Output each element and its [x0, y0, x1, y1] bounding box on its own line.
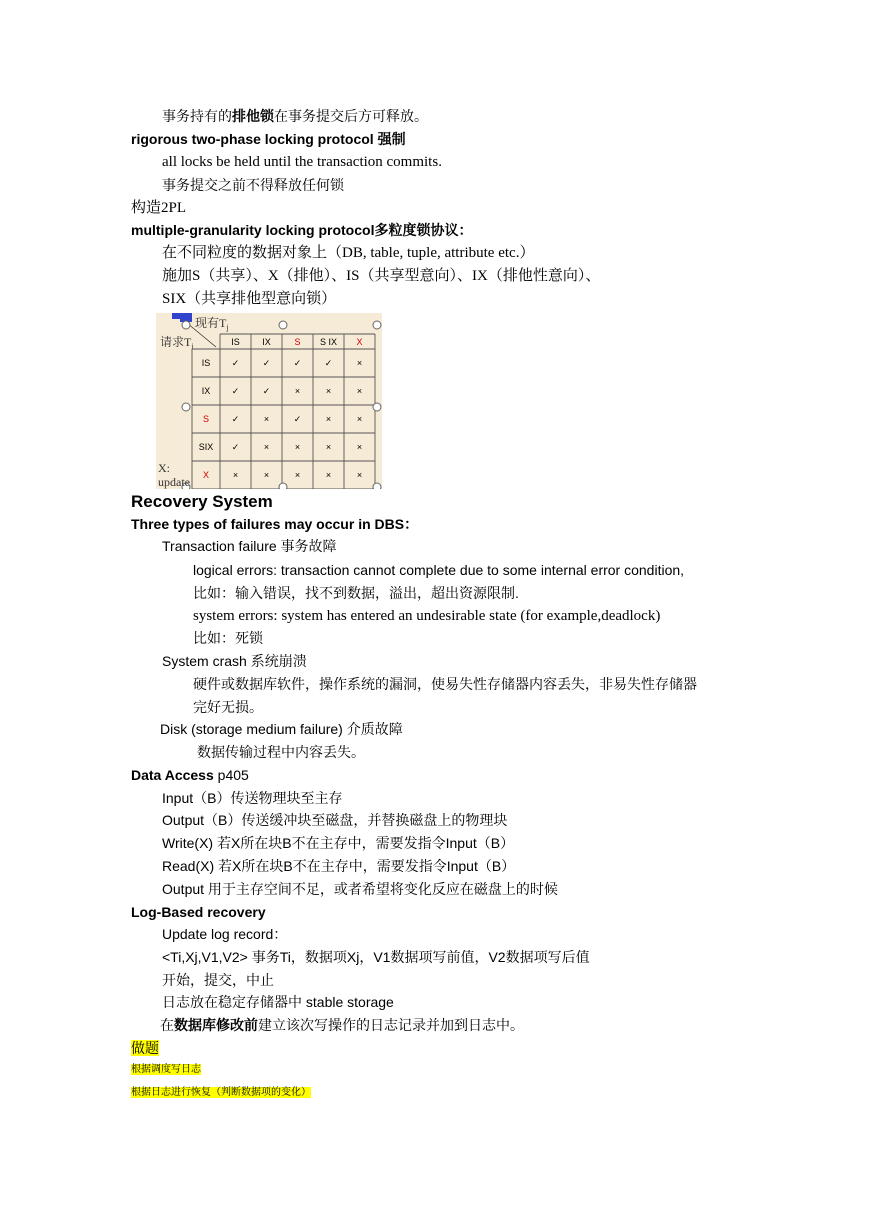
resize-handle [279, 321, 287, 329]
resize-handle [373, 321, 381, 329]
row-header: S [202, 414, 210, 424]
column-header: S IX [319, 337, 338, 347]
text-line: Write(X) 若X所在块B不在主存中，需要发指令Input（B） [162, 835, 515, 851]
blue-marker [172, 313, 192, 319]
request-label: 请求$T_i$ [160, 335, 194, 351]
text-line: 数据传输过程中内容丢失。 [197, 744, 365, 760]
footnote-update: update [158, 475, 190, 489]
text-line: all locks be held until the transaction commits. [162, 154, 442, 170]
text-line: 硬件或数据库软件，操作系统的漏洞，使易失性存储器内容丢失，非易失性存储器 [193, 676, 697, 692]
text-line: 施加S（共享）、X（排他）、IS（共享型意向）、IX（排他性意向）、 [162, 268, 601, 284]
text-line: 完好无损。 [193, 699, 263, 715]
row-header: X [202, 470, 210, 480]
text-line: System crash 系统崩溃 [162, 653, 307, 669]
footnote-x: X: [158, 461, 170, 475]
incompatible-cross: × [325, 442, 332, 452]
text-line: system errors: system has entered an undesirable state (for example,deadlock) [193, 608, 661, 624]
incompatible-cross: × [356, 442, 363, 452]
row-header: IX [201, 386, 211, 396]
incompatible-cross: × [263, 414, 270, 424]
column-header: IS [231, 337, 240, 347]
compatible-check: ✓ [231, 358, 240, 368]
incompatible-cross: × [263, 442, 270, 452]
incompatible-cross: × [356, 358, 363, 368]
text-line: Output 用于主存空间不足，或者希望将变化反应在磁盘上的时候 [162, 881, 558, 897]
incompatible-cross: × [294, 386, 301, 396]
incompatible-cross: × [325, 386, 332, 396]
compatible-check: ✓ [231, 386, 240, 396]
text-line: Read(X) 若X所在块B不在主存中，需要发指令Input（B） [162, 858, 516, 874]
resize-handle [373, 483, 381, 489]
text-line: 比如：死锁 [193, 630, 263, 646]
text-line: SIX（共享排他型意向锁） [162, 291, 337, 307]
matrix-figure [156, 313, 382, 489]
incompatible-cross: × [294, 470, 301, 480]
matrix-cells [199, 337, 363, 480]
compatible-check: ✓ [293, 414, 302, 424]
text-line: 在数据库修改前建立该次写操作的日志记录并加到日志中。 [160, 1017, 524, 1033]
resize-handle [279, 483, 287, 489]
incompatible-cross: × [294, 442, 301, 452]
heading-rigorous-2pl: rigorous two-phase locking protocol 强制 [131, 131, 406, 147]
compatible-check: ✓ [231, 442, 240, 452]
text-line: Transaction failure 事务故障 [162, 538, 337, 554]
subheading-failures: Three types of failures may occur in DBS： [131, 516, 419, 532]
incompatible-cross: × [356, 386, 363, 396]
column-header: IX [262, 337, 271, 347]
incompatible-cross: × [325, 470, 332, 480]
text-line: Output（B）传送缓冲块至磁盘，并替换磁盘上的物理块 [162, 812, 508, 828]
resize-handle [182, 403, 190, 411]
text-line: 事务提交之前不得释放任何锁 [162, 177, 344, 193]
text-line: 构造2PL [131, 200, 187, 216]
heading-multiple-granularity: multiple-granularity locking protocol多粒度锁协议： [131, 222, 473, 238]
compatible-check: ✓ [262, 358, 271, 368]
column-header: X [356, 337, 363, 347]
incompatible-cross: × [232, 470, 239, 480]
text-line: Disk (storage medium failure) 介质故障 [160, 721, 403, 737]
text-line: 在不同粒度的数据对象上（DB, table, tuple, attribute etc.） [162, 245, 535, 261]
text-line: 日志放在稳定存储器中 stable storage [162, 994, 394, 1010]
section-title-recovery: Recovery System [131, 492, 273, 511]
incompatible-cross: × [263, 470, 270, 480]
compatible-check: ✓ [262, 386, 271, 396]
compatible-check: ✓ [324, 358, 333, 368]
lock-compatibility-matrix [156, 313, 382, 489]
row-header: IS [201, 358, 211, 368]
held-label: 现有$T_j$ [195, 316, 229, 332]
text-line: 事务持有的排他锁在事务提交后方可释放。 [162, 108, 428, 124]
resize-handle [182, 321, 190, 329]
heading-data-access: Data Access p405 [131, 767, 249, 783]
heading-log-based: Log-Based recovery [131, 904, 266, 920]
text-line: logical errors: transaction cannot complete due to some internal error condition, [193, 562, 685, 578]
compatible-check: ✓ [231, 414, 240, 424]
resize-handle [373, 403, 381, 411]
incompatible-cross: × [356, 414, 363, 424]
text-line: Input（B）传送物理块至主存 [162, 790, 343, 806]
incompatible-cross: × [356, 470, 363, 480]
incompatible-cross: × [325, 414, 332, 424]
matrix-grid [192, 334, 375, 489]
column-header: S [294, 337, 301, 347]
text-line: 开始，提交，中止 [162, 972, 274, 988]
text-line: 比如：输入错误，找不到数据，溢出，超出资源限制. [193, 585, 519, 601]
exercise-item: 根据日志进行恢复（判断数据项的变化） [131, 1087, 311, 1098]
row-header: SIX [198, 442, 214, 452]
exercise-item: 根据调度写日志 [131, 1064, 201, 1075]
text-line: <Ti,Xj,V1,V2> 事务Ti，数据项Xj，V1数据项写前值，V2数据项写后值 [162, 949, 590, 965]
compatible-check: ✓ [293, 358, 302, 368]
text-line: Update log record： [162, 926, 288, 942]
heading-exercise: 做题 [131, 1040, 159, 1056]
